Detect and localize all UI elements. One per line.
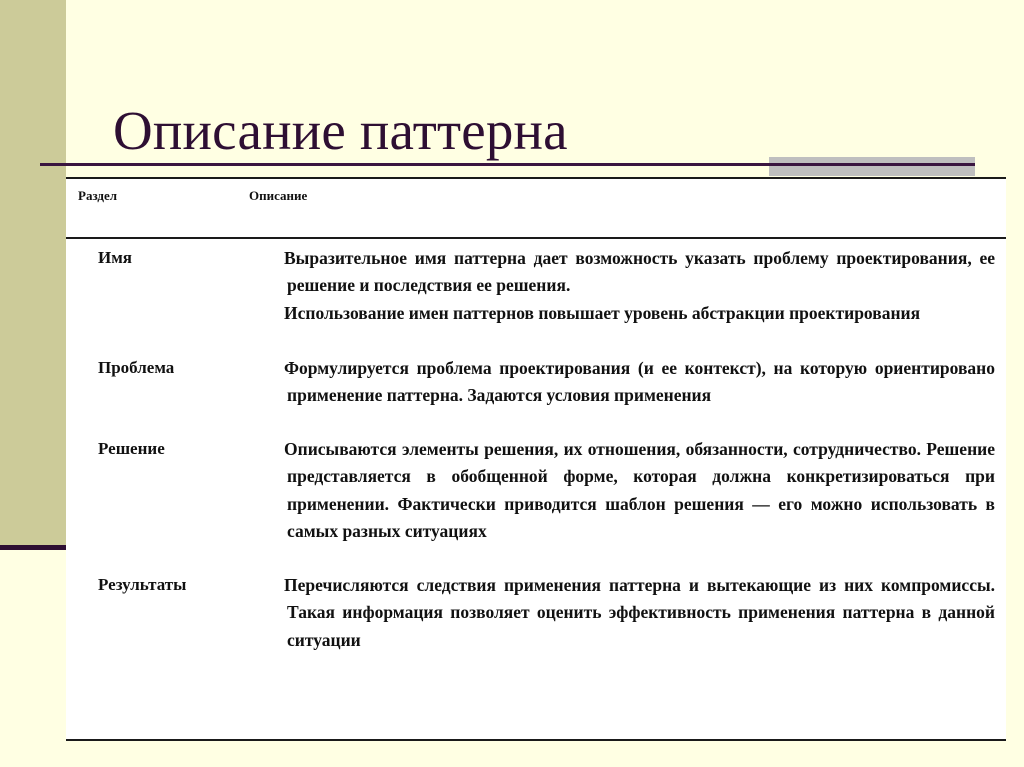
- pattern-description-table: [66, 177, 1006, 741]
- row-label-solution: Решение: [98, 439, 165, 458]
- side-decorative-band: [0, 0, 66, 545]
- row-label-problem: Проблема: [98, 358, 175, 377]
- description-paragraph: Формулируется проблема проектирования (и ее контекст), на которую ориентировано применение паттерна. Задаются условия применения: [284, 358, 995, 406]
- column-header-description: Описание: [249, 188, 308, 203]
- title-divider: [40, 163, 975, 166]
- row-description-solution: [284, 436, 995, 545]
- header-bottom-border: [66, 237, 1006, 239]
- side-band-underline: [0, 545, 66, 550]
- description-paragraph: Использование имен паттернов повышает уровень абстракции проектирования: [284, 302, 921, 323]
- row-description-name: [284, 245, 995, 327]
- description-paragraph: Выразительное имя паттерна дает возможность указать проблему проектирования, ее решение и последствия ее решения.: [284, 248, 995, 296]
- row-description-problem: [284, 355, 995, 410]
- description-paragraph: Описываются элементы решения, их отношения, обязанности, сотрудничество. Решение представляется в обобщенной форме, которая должна конкретизироваться при применении. Фактически приводится шаблон решения — его можно использовать в самых разных ситуациях: [284, 439, 995, 541]
- title-accent-block: [769, 157, 975, 176]
- table-top-border: [66, 177, 1006, 179]
- row-description-results: [284, 572, 995, 654]
- row-label-results: Результаты: [98, 575, 187, 594]
- column-header-section: Раздел: [78, 188, 118, 203]
- row-label-name: Имя: [98, 248, 132, 267]
- table-bottom-border: [66, 739, 1006, 741]
- slide-title: Описание паттерна: [113, 99, 568, 161]
- description-paragraph: Перечисляются следствия применения паттерна и вытекающие из них компромиссы. Такая информация позволяет оценить эффективность применения паттерна в данной ситуации: [284, 575, 995, 650]
